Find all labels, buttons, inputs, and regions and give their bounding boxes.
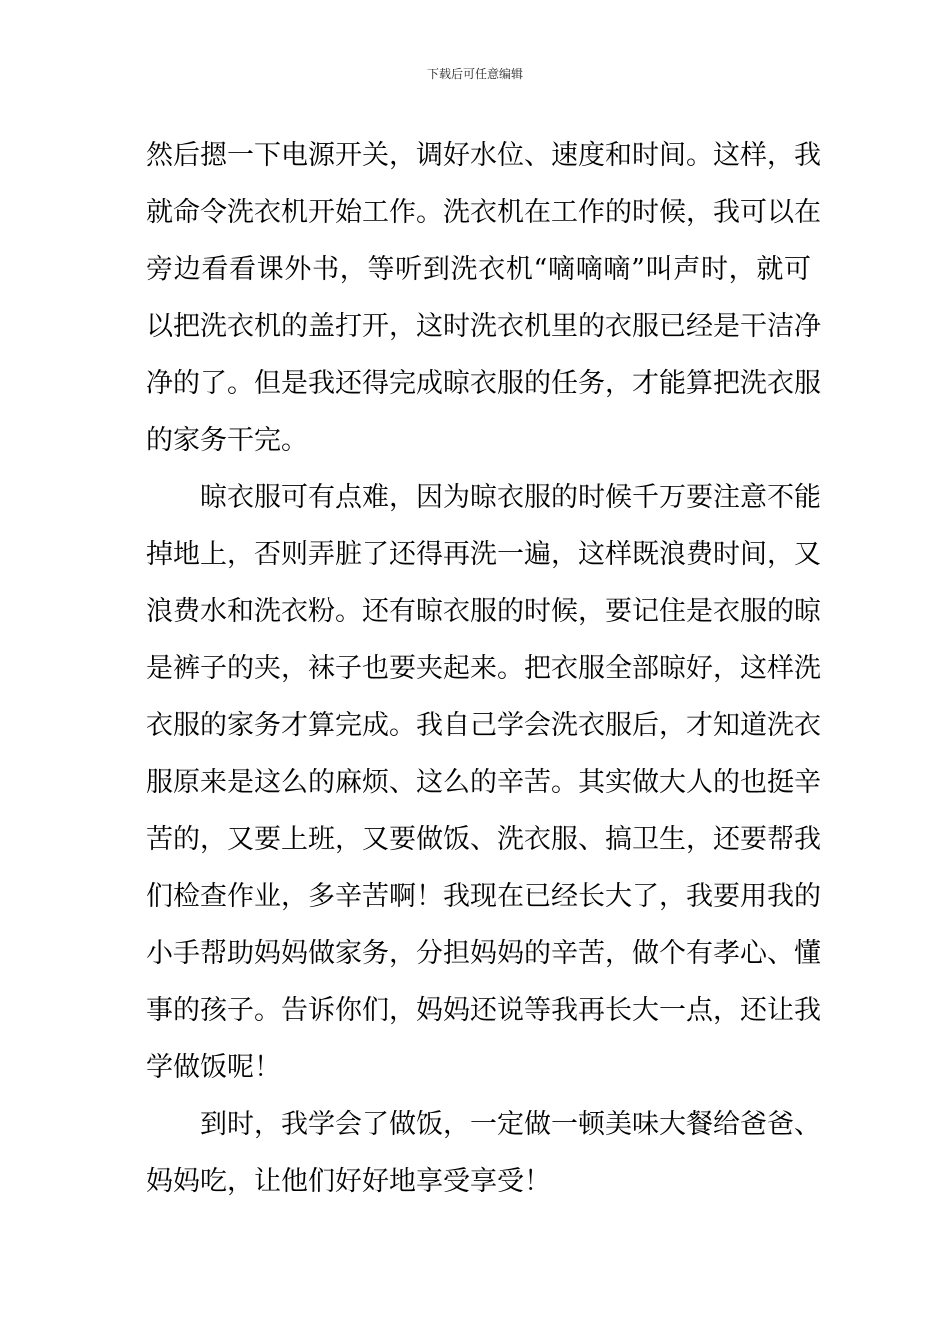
text-line: 学做饭呢！ — [146, 1052, 281, 1083]
text-line: 衣服的家务才算完成。我自己学会洗衣服后，才知道洗衣 — [146, 710, 821, 741]
text-line: 掉地上，否则弄脏了还得再洗一遍，这样既浪费时间，又 — [146, 539, 821, 570]
body-text — [146, 127, 821, 1210]
text-line: 服原来是这么的麻烦、这么的辛苦。其实做大人的也挺辛 — [146, 767, 821, 798]
paragraph-2 — [146, 469, 821, 1096]
text-line: 的家务干完。 — [146, 425, 308, 456]
text-line: 然后摁一下电源开关，调好水位、速度和时间。这样，我 — [146, 140, 821, 171]
text-line: 就命令洗衣机开始工作。洗衣机在工作的时候，我可以在 — [146, 197, 821, 228]
text-line: 到时，我学会了做饭，一定做一顿美味大餐给爸爸、 — [200, 1109, 821, 1140]
page-header: 下载后可任意编辑 — [426, 67, 523, 81]
text-line: 旁边看看课外书，等听到洗衣机“嘀嘀嘀”叫声时，就可 — [146, 254, 811, 285]
text-line: 是裤子的夹，袜子也要夹起来。把衣服全部晾好，这样洗 — [146, 653, 821, 684]
paragraph-1 — [146, 127, 821, 469]
text-line: 妈妈吃，让他们好好地享受享受！ — [146, 1166, 551, 1197]
text-line: 小手帮助妈妈做家务，分担妈妈的辛苦，做个有孝心、懂 — [146, 938, 821, 969]
paragraph-3 — [146, 1096, 821, 1210]
text-line: 苦的，又要上班，又要做饭、洗衣服、搞卫生，还要帮我 — [146, 824, 821, 855]
text-line: 以把洗衣机的盖打开，这时洗衣机里的衣服已经是干洁净 — [146, 311, 821, 342]
text-line: 晾衣服可有点难，因为晾衣服的时候千万要注意不能 — [200, 482, 821, 513]
text-line: 净的了。但是我还得完成晾衣服的任务，才能算把洗衣服 — [146, 368, 821, 399]
text-line: 们检查作业，多辛苦啊！我现在已经长大了，我要用我的 — [146, 881, 821, 912]
text-line: 浪费水和洗衣粉。还有晾衣服的时候，要记住是衣服的晾 — [146, 596, 821, 627]
text-line: 事的孩子。告诉你们，妈妈还说等我再长大一点，还让我 — [146, 995, 821, 1026]
